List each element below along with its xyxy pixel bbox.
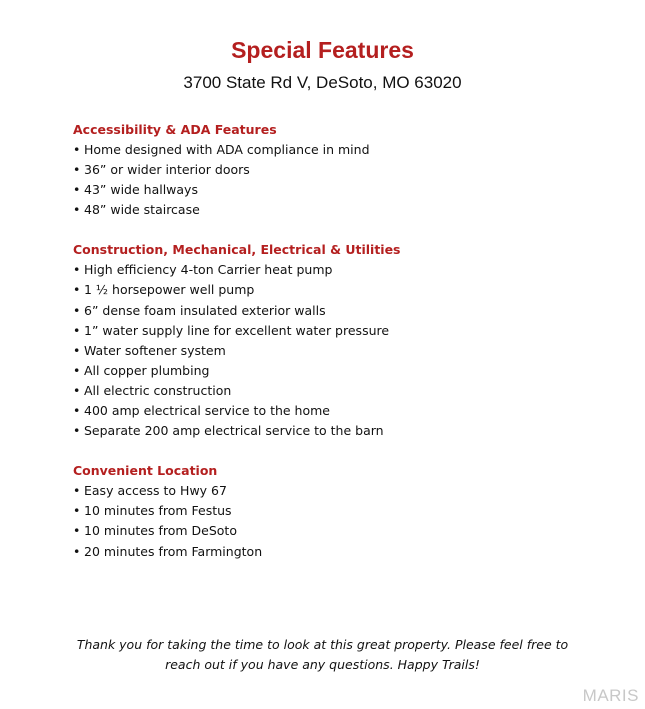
feature-text: 20 minutes from Farmington <box>84 543 263 559</box>
feature-text: All copper plumbing <box>84 362 210 378</box>
feature-list <box>73 481 613 561</box>
list-item <box>73 200 613 220</box>
feature-text: 1 ½ horsepower well pump <box>84 282 255 298</box>
page-title: Special Features <box>231 37 414 63</box>
bullet: • <box>73 342 81 358</box>
section-heading: Construction, Mechanical, Electrical & Utilities <box>73 242 401 258</box>
list-item <box>73 160 613 180</box>
feature-text: Easy access to Hwy 67 <box>84 483 227 499</box>
list-item <box>73 361 613 381</box>
list-item <box>73 381 613 401</box>
list-item <box>73 140 613 160</box>
bullet: • <box>73 362 81 378</box>
bullet: • <box>73 262 81 278</box>
bullet: • <box>73 543 81 559</box>
feature-list <box>73 140 613 220</box>
section-construction <box>73 240 613 441</box>
bullet: • <box>73 403 81 419</box>
feature-text: 43” wide hallways <box>84 182 198 198</box>
bullet: • <box>73 503 81 519</box>
list-item <box>73 521 613 541</box>
feature-text: 6” dense foam insulated exterior walls <box>84 302 326 318</box>
bullet: • <box>73 523 81 539</box>
list-item <box>73 542 613 562</box>
bullet: • <box>73 423 81 439</box>
bullet: • <box>73 302 81 318</box>
feature-text: Separate 200 amp electrical service to the barn <box>84 423 384 439</box>
section-heading: Convenient Location <box>73 463 218 479</box>
bullet: • <box>73 483 81 499</box>
list-item <box>73 401 613 421</box>
feature-list <box>73 260 613 441</box>
section-location <box>73 461 613 561</box>
bullet: • <box>73 382 81 398</box>
list-item <box>73 421 613 441</box>
list-item <box>73 280 613 300</box>
feature-text: High efficiency 4-ton Carrier heat pump <box>84 262 333 278</box>
feature-text: Home designed with ADA compliance in mind <box>84 142 370 157</box>
property-address: 3700 State Rd V, DeSoto, MO 63020 <box>183 73 462 92</box>
maris-watermark: MARIS <box>582 686 639 705</box>
closing-line-1: Thank you for taking the time to look at this great property. Please feel free to <box>76 637 569 652</box>
list-item <box>73 321 613 341</box>
closing-line-2: reach out if you have any questions. Happy Trails! <box>165 657 480 672</box>
feature-text: 10 minutes from DeSoto <box>84 523 237 539</box>
bullet: • <box>73 202 81 218</box>
bullet: • <box>73 282 81 298</box>
feature-text: 400 amp electrical service to the home <box>84 403 330 419</box>
list-item <box>73 260 613 280</box>
list-item <box>73 341 613 361</box>
list-item <box>73 501 613 521</box>
closing-message <box>40 635 605 675</box>
list-item <box>73 180 613 200</box>
feature-sections <box>73 120 613 582</box>
feature-text: 1” water supply line for excellent water pressure <box>84 322 390 338</box>
feature-text: Water softener system <box>84 342 226 358</box>
feature-text: 10 minutes from Festus <box>84 503 232 519</box>
list-item <box>73 301 613 321</box>
feature-text: 48” wide staircase <box>84 202 200 218</box>
section-heading: Accessibility & ADA Features <box>73 122 277 137</box>
bullet: • <box>73 182 81 198</box>
section-accessibility <box>73 120 613 220</box>
feature-text: All electric construction <box>84 382 232 398</box>
bullet: • <box>73 322 81 338</box>
list-item <box>73 481 613 501</box>
bullet: • <box>73 162 81 178</box>
feature-text: 36” or wider interior doors <box>84 162 250 178</box>
bullet: • <box>73 142 81 157</box>
